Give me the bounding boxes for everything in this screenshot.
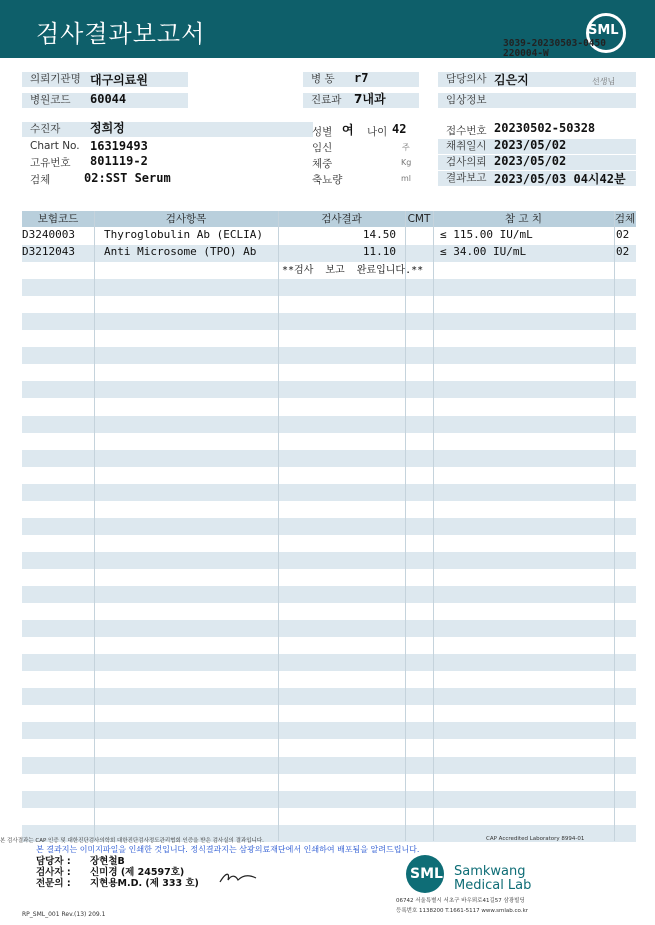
table-band: [22, 518, 636, 535]
cap-accreditation: CAP Accredited Laboratory 8994-01: [486, 836, 585, 842]
report-value: 2023/05/03 04시42분: [494, 172, 626, 186]
report-complete-note: **검사 보고 완료입니다.**: [282, 265, 424, 276]
id-label: 고유번호: [30, 157, 71, 169]
row2-code: D3212043: [22, 245, 75, 258]
chart-label: Chart No.: [30, 140, 80, 152]
contact: 등록번호 1138200 T.1661-5117 www.smlab.co.kr: [396, 908, 529, 914]
col-divider: [405, 211, 406, 841]
pregnancy-unit: 주: [402, 143, 410, 152]
row1-specimen: 02: [616, 228, 630, 241]
row2-ref: ≤ 34.00 IU/mL: [440, 245, 527, 258]
table-band: [22, 791, 636, 808]
staff-value: 장현철B: [90, 856, 125, 867]
brand-line1: Samkwang: [454, 864, 526, 879]
table-band: [22, 757, 636, 774]
row1-result: 14.50: [362, 228, 396, 241]
th-item: 검사항목: [165, 213, 207, 225]
age-label: 나이: [367, 126, 388, 138]
col-divider: [614, 211, 615, 841]
col-divider: [433, 211, 434, 841]
ward-value: r7: [354, 71, 369, 85]
table-band: [22, 381, 636, 398]
specimen-value: 02:SST Serum: [84, 171, 171, 185]
th-result: 검사결과: [321, 213, 362, 225]
brand-line2: Medical Lab: [454, 878, 532, 893]
collect-value: 2023/05/02: [494, 138, 567, 152]
table-band: [22, 620, 636, 637]
table-band: [22, 688, 636, 705]
row1-code: D3240003: [22, 228, 75, 241]
table-band: [22, 552, 636, 569]
brand-logo-text: SML: [410, 866, 443, 882]
doc-id-2: 220004-W: [503, 48, 549, 59]
chart-value: 16319493: [90, 139, 148, 153]
table-band: [22, 313, 636, 330]
weight-unit: Kg: [401, 158, 412, 167]
dept-label: 진료과: [303, 93, 419, 108]
hospital-code-value: 60044: [90, 92, 127, 106]
collect-label: 채취일시: [438, 139, 636, 154]
specimen-label: 검체: [30, 174, 51, 186]
receipt-value: 20230502-50328: [494, 121, 596, 135]
doc-id-1: 3039-20230503-0450: [503, 38, 606, 49]
footer-disclaimer: 본 검사결과는 CAP 인증 및 대한진단검사의학회 대한진단검사정도관리협회 인증을 받은 검사실의 결과입니다.: [0, 838, 264, 844]
doctor-suffix: 선생님: [592, 77, 616, 86]
form-id: RP_SML_001 Rev.(13) 209.1: [22, 911, 106, 918]
tester-value: 신미경 (제 24597호): [90, 867, 185, 878]
institution-value: 대구의료원: [90, 73, 148, 87]
footer-notice: 본 결과지는 이미지파일을 인쇄한 것입니다. 정식결과지는 삼광의료재단에서 인쇄하여 배포됨을 알려드립니다.: [36, 845, 420, 854]
doctor-label: 담당의사: [438, 72, 636, 87]
table-band: [22, 279, 636, 296]
request-value: 2023/05/02: [494, 154, 567, 168]
table-band: [22, 722, 636, 739]
th-cmt: CMT: [407, 213, 431, 225]
page-title: 검사결과보고서: [36, 20, 206, 48]
th-code: 보험코드: [37, 213, 79, 225]
id-value: 801119-2: [90, 154, 148, 168]
table-band: [22, 347, 636, 364]
th-specimen: 검체: [614, 213, 636, 225]
table-band: [22, 654, 636, 671]
signature-icon: [218, 868, 258, 886]
table-band: [22, 450, 636, 467]
table-band: [22, 484, 636, 501]
row2-result: 11.10: [362, 245, 396, 258]
table-band: [22, 416, 636, 433]
patient-value: 정희정: [90, 121, 125, 135]
row2-specimen: 02: [616, 245, 630, 258]
hospital-code-label: 병원코드: [22, 93, 188, 108]
age-value: 42: [392, 122, 407, 136]
sex-value: 여: [342, 123, 354, 137]
pregnancy-label: 임신: [312, 142, 333, 154]
patient-label: 수진자: [22, 122, 313, 137]
receipt-label: 접수번호: [446, 125, 487, 137]
clinical-label: 임상정보: [438, 93, 636, 108]
specialist-label: 전문의 :: [36, 878, 71, 889]
address: 06742 서울특별시 서초구 바우뫼로41길57 삼광빌딩: [396, 898, 525, 904]
col-divider: [278, 211, 279, 841]
tester-label: 검사자 :: [36, 867, 71, 878]
row2-item: Anti Microsome (TPO) Ab: [104, 245, 257, 258]
report-label: 결과보고: [438, 171, 636, 186]
table-band: [22, 586, 636, 603]
institution-label: 의뢰기관명: [22, 72, 188, 87]
specialist-value: 지현용M.D. (제 333 호): [90, 878, 199, 889]
row1-item: Thyroglobulin Ab (ECLIA): [104, 228, 263, 241]
ward-label: 병 동: [303, 72, 419, 87]
urine-unit: ml: [401, 174, 412, 183]
dept-value: 7내과: [354, 92, 386, 106]
request-label: 검사의뢰: [438, 155, 636, 170]
row1-ref: ≤ 115.00 IU/mL: [440, 228, 533, 241]
sex-label: 성별: [312, 126, 333, 138]
header-logo-text: SML: [588, 23, 619, 38]
th-ref: 참 고 치: [504, 213, 543, 225]
doctor-value: 김은지: [494, 73, 529, 87]
staff-label: 담당자 :: [36, 856, 71, 867]
urine-label: 축뇨량: [312, 174, 343, 186]
weight-label: 체중: [312, 158, 333, 170]
col-divider: [94, 211, 95, 841]
